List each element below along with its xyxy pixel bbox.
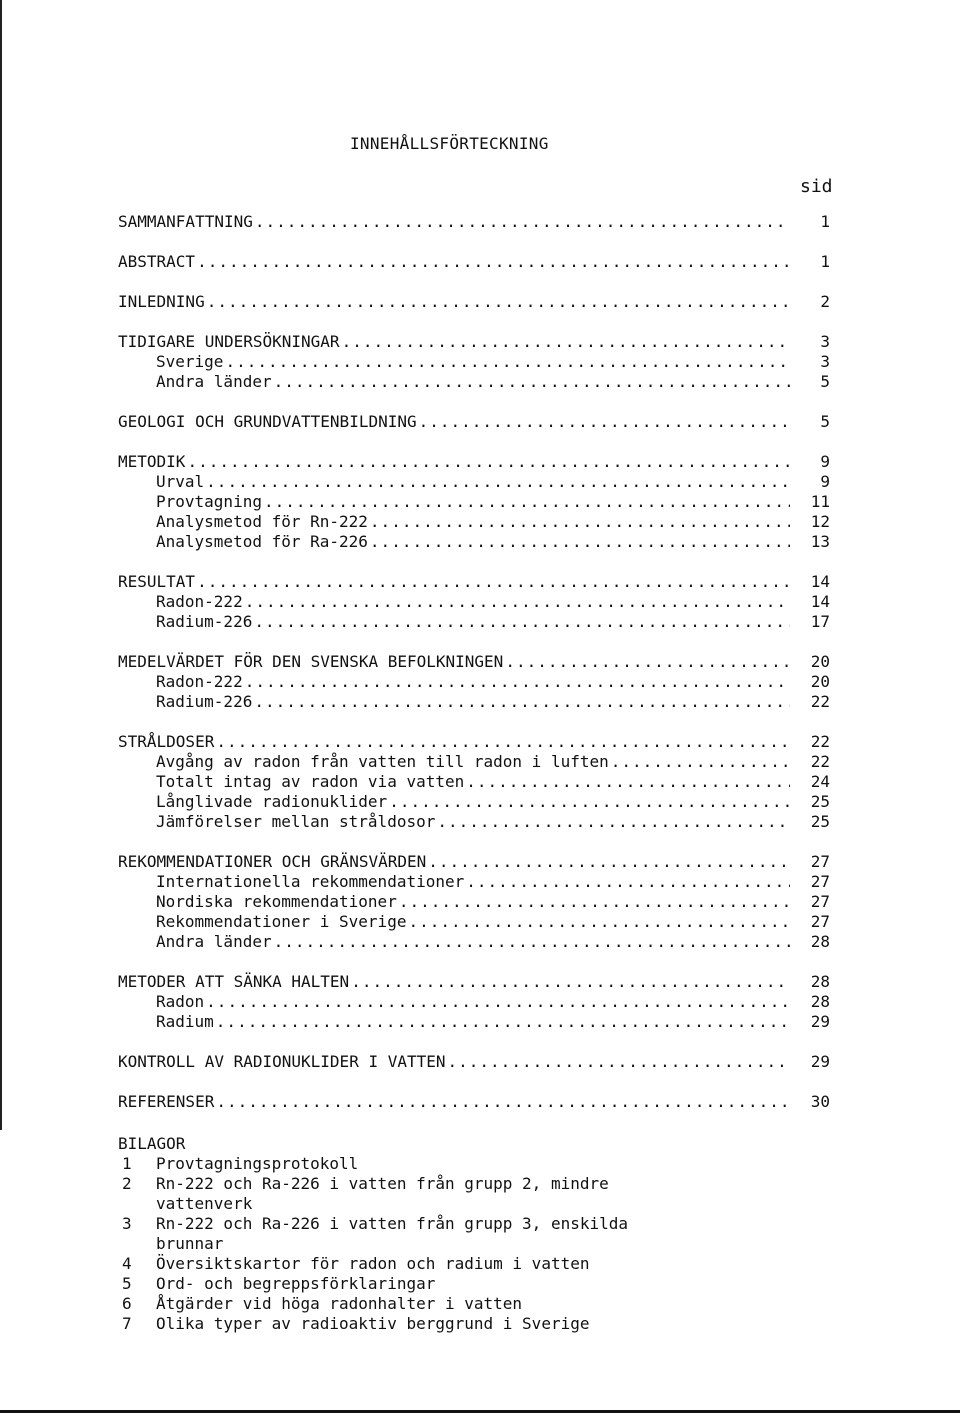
dot-leader (274, 932, 790, 952)
toc-page-number: 9 (820, 472, 830, 491)
appendix-number: 2 (122, 1174, 132, 1193)
dot-leader (408, 912, 790, 932)
toc-entry-title: Långlivade radionuklider (156, 792, 388, 811)
toc-entry-title: METODIK (118, 452, 186, 471)
appendix-item (118, 1214, 818, 1254)
toc-entry-title: TIDIGARE UNDERSÖKNINGAR (118, 332, 340, 351)
dot-leader (216, 1012, 790, 1032)
dot-leader (245, 672, 790, 692)
toc-entry-title: Urval (156, 472, 205, 491)
toc-page-number: 24 (810, 772, 830, 791)
toc-entry-title: Jämförelser mellan stråldosor (156, 812, 436, 831)
appendix-title: Provtagningsprotokoll (156, 1154, 359, 1173)
toc-entry (118, 212, 830, 232)
dot-leader (264, 492, 790, 512)
dot-leader (216, 1092, 790, 1112)
dot-leader (197, 572, 790, 592)
toc-page-number: 27 (810, 872, 830, 891)
toc-entry-title: Radium-226 (156, 692, 253, 711)
toc-entry-title: RESULTAT (118, 572, 196, 591)
toc-entry-title: Radium (156, 1012, 214, 1031)
appendix-title: Rn-222 och Ra-226 i vatten från grupp 3, enskilda brunnar (156, 1214, 629, 1253)
toc-entry-title: Radon-222 (156, 592, 243, 611)
toc-section (118, 452, 830, 552)
toc-page-number: 20 (810, 672, 830, 691)
page-title: INNEHÅLLSFÖRTECKNING (350, 134, 549, 153)
toc-section (118, 212, 830, 232)
toc-page-number: 5 (820, 412, 830, 431)
toc-entry (118, 1092, 830, 1112)
toc-entry-title: Andra länder (156, 372, 272, 391)
toc-page-number: 14 (810, 592, 830, 611)
toc-section (118, 252, 830, 272)
dot-leader (437, 812, 790, 832)
bottom-rule (0, 1410, 960, 1413)
toc-section (118, 652, 830, 712)
toc-subentry (118, 472, 830, 492)
toc-entry-title: Avgång av radon från vatten till radon i luften (156, 752, 609, 771)
toc-entry (118, 732, 830, 752)
toc-subentry (118, 932, 830, 952)
dot-leader (225, 352, 790, 372)
appendix-title: Olika typer av radioaktiv berggrund i Sverige (156, 1314, 590, 1333)
toc-entry-title: Analysmetod för Rn-222 (156, 512, 368, 531)
toc-entry-title: Sverige (156, 352, 224, 371)
appendix-number: 5 (122, 1274, 132, 1293)
toc-entry (118, 652, 830, 672)
toc-entry (118, 292, 830, 312)
toc-subentry (118, 532, 830, 552)
dot-leader (448, 1052, 790, 1072)
toc-page-number: 22 (810, 752, 830, 771)
appendix-heading: BILAGOR (118, 1134, 186, 1153)
table-of-contents (118, 212, 830, 1132)
toc-entry (118, 852, 830, 872)
dot-leader (389, 792, 790, 812)
dot-leader (399, 892, 790, 912)
toc-page-number: 27 (810, 892, 830, 911)
toc-entry-title: Analysmetod för Ra-226 (156, 532, 368, 551)
page-column-label: sid (800, 176, 833, 197)
toc-page-number: 28 (810, 972, 830, 991)
toc-subentry (118, 512, 830, 532)
toc-page-number: 3 (820, 332, 830, 351)
toc-section (118, 572, 830, 632)
dot-leader (611, 752, 790, 772)
toc-page-number: 29 (810, 1012, 830, 1031)
toc-page-number: 25 (810, 792, 830, 811)
toc-page-number: 9 (820, 452, 830, 471)
toc-entry (118, 452, 830, 472)
toc-entry-title: Radon-222 (156, 672, 243, 691)
appendix-item (118, 1294, 818, 1314)
dot-leader (351, 972, 790, 992)
dot-leader (505, 652, 790, 672)
dot-leader (216, 732, 790, 752)
toc-subentry (118, 752, 830, 772)
appendix-item (118, 1254, 818, 1274)
appendix-item (118, 1314, 818, 1334)
appendix-item (118, 1174, 818, 1214)
toc-entry-title: Radon (156, 992, 205, 1011)
toc-entry-title: Internationella rekommendationer (156, 872, 465, 891)
appendix-title: Översiktskartor för radon och radium i vatten (156, 1254, 590, 1273)
toc-subentry (118, 772, 830, 792)
toc-entry-title: INLEDNING (118, 292, 205, 311)
toc-section (118, 292, 830, 312)
toc-entry-title: Nordiska rekommendationer (156, 892, 397, 911)
dot-leader (254, 692, 790, 712)
toc-entry-title: SAMMANFATTNING (118, 212, 253, 231)
toc-page-number: 3 (820, 352, 830, 371)
toc-page-number: 30 (810, 1092, 830, 1111)
toc-entry-title: REKOMMENDATIONER OCH GRÄNSVÄRDEN (118, 852, 427, 871)
toc-subentry (118, 912, 830, 932)
dot-leader (370, 512, 790, 532)
toc-page-number: 12 (810, 512, 830, 531)
toc-page-number: 27 (810, 912, 830, 931)
appendix-title: Rn-222 och Ra-226 i vatten från grupp 2, mindre vattenverk (156, 1174, 609, 1213)
appendix-number: 4 (122, 1254, 132, 1273)
toc-page-number: 29 (810, 1052, 830, 1071)
toc-section (118, 412, 830, 432)
dot-leader (255, 212, 790, 232)
dot-leader (428, 852, 790, 872)
dot-leader (370, 532, 790, 552)
toc-page-number: 28 (810, 932, 830, 951)
toc-subentry (118, 1012, 830, 1032)
dot-leader (187, 452, 790, 472)
toc-subentry (118, 612, 830, 632)
appendix-item (118, 1154, 818, 1174)
toc-section (118, 852, 830, 952)
toc-entry (118, 972, 830, 992)
left-margin-rule (0, 0, 2, 1130)
toc-subentry (118, 992, 830, 1012)
toc-page-number: 20 (810, 652, 830, 671)
appendix-title: Ord- och begreppsförklaringar (156, 1274, 436, 1293)
dot-leader (207, 292, 790, 312)
toc-subentry (118, 592, 830, 612)
toc-subentry (118, 352, 830, 372)
toc-entry-title: ABSTRACT (118, 252, 196, 271)
toc-entry-title: METODER ATT SÄNKA HALTEN (118, 972, 350, 991)
appendix-list (118, 1134, 818, 1334)
toc-entry (118, 572, 830, 592)
toc-entry (118, 332, 830, 352)
dot-leader (206, 992, 790, 1012)
toc-section (118, 1052, 830, 1072)
toc-page-number: 28 (810, 992, 830, 1011)
toc-page-number: 5 (820, 372, 830, 391)
toc-subentry (118, 792, 830, 812)
toc-entry-title: REFERENSER (118, 1092, 215, 1111)
toc-entry-title: Radium-226 (156, 612, 253, 631)
dot-leader (342, 332, 790, 352)
appendix-number: 7 (122, 1314, 132, 1333)
toc-entry (118, 1052, 830, 1072)
toc-subentry (118, 692, 830, 712)
toc-page-number: 14 (810, 572, 830, 591)
toc-entry-title: KONTROLL AV RADIONUKLIDER I VATTEN (118, 1052, 446, 1071)
toc-entry-title: Andra länder (156, 932, 272, 951)
dot-leader (197, 252, 790, 272)
toc-page-number: 22 (810, 732, 830, 751)
dot-leader (254, 612, 790, 632)
toc-subentry (118, 892, 830, 912)
appendix-number: 6 (122, 1294, 132, 1313)
toc-page-number: 13 (810, 532, 830, 551)
dot-leader (466, 772, 790, 792)
toc-entry-title: STRÅLDOSER (118, 732, 215, 751)
toc-page-number: 17 (810, 612, 830, 631)
toc-page-number: 11 (810, 492, 830, 511)
toc-page-number: 1 (820, 252, 830, 271)
toc-subentry (118, 872, 830, 892)
toc-subentry (118, 372, 830, 392)
toc-entry-title: Rekommendationer i Sverige (156, 912, 407, 931)
dot-leader (245, 592, 790, 612)
toc-subentry (118, 812, 830, 832)
toc-page-number: 27 (810, 852, 830, 871)
toc-page-number: 22 (810, 692, 830, 711)
dot-leader (419, 412, 790, 432)
toc-entry (118, 252, 830, 272)
toc-section (118, 732, 830, 832)
toc-section (118, 332, 830, 392)
toc-subentry (118, 492, 830, 512)
toc-entry-title: Totalt intag av radon via vatten (156, 772, 465, 791)
appendix-items (118, 1154, 818, 1334)
dot-leader (274, 372, 790, 392)
dot-leader (206, 472, 790, 492)
dot-leader (466, 872, 790, 892)
toc-entry-title: MEDELVÄRDET FÖR DEN SVENSKA BEFOLKNINGEN (118, 652, 504, 671)
toc-section (118, 1092, 830, 1112)
appendix-number: 1 (122, 1154, 132, 1173)
appendix-item (118, 1274, 818, 1294)
toc-entry-title: GEOLOGI OCH GRUNDVATTENBILDNING (118, 412, 417, 431)
toc-subentry (118, 672, 830, 692)
toc-page-number: 1 (820, 212, 830, 231)
toc-section (118, 972, 830, 1032)
appendix-title: Åtgärder vid höga radonhalter i vatten (156, 1294, 523, 1313)
appendix-number: 3 (122, 1214, 132, 1233)
toc-page-number: 25 (810, 812, 830, 831)
toc-entry (118, 412, 830, 432)
toc-page-number: 2 (820, 292, 830, 311)
toc-entry-title: Provtagning (156, 492, 262, 511)
